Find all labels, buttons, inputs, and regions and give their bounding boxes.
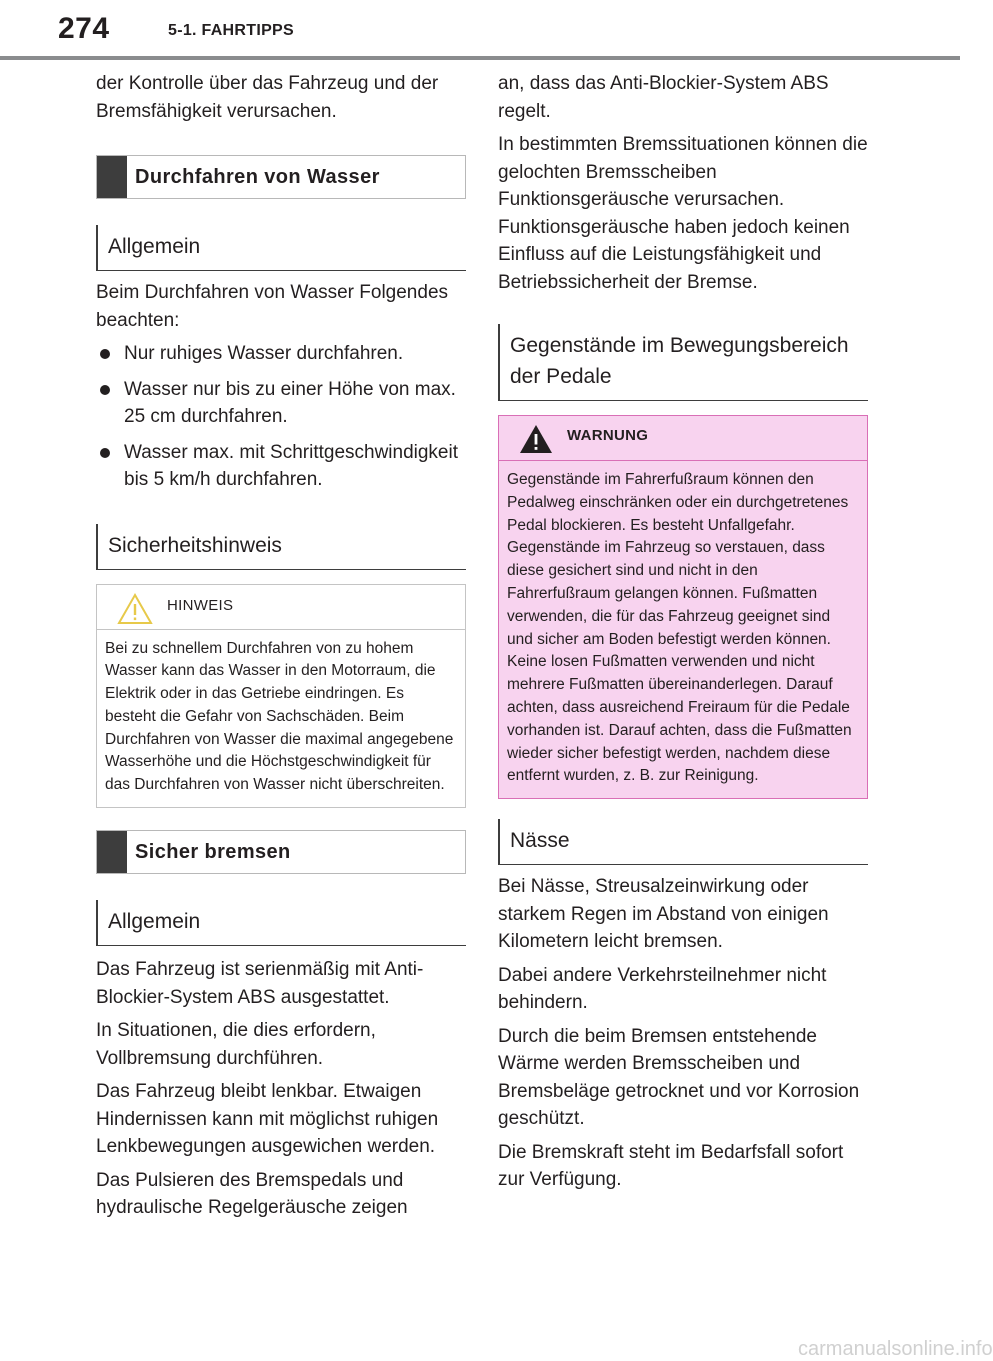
heading-text: Durchfahren von Wasser bbox=[135, 165, 380, 188]
paragraph-pulsieren: Das Pulsieren des Bremspedals und hydraulische Regelgeräusche zeigen bbox=[96, 1169, 408, 1219]
warnung-text: Gegenstände im Fahrerfußraum können den Pedalweg einschränken oder ein durchgetretenes Pedal blockieren. Es besteht Unfallgefahr. Gegenstände im Fahrzeug so verstauen, dass diese gesichert sind und nicht in den Fahrerfußraum gelangen können. Fußmatten verwenden, die für das Fahrzeug geeignet sind und sicher am Boden befestigt werden können. Keine losen Fußmatten verwenden und nicht mehrere Fußmatten übereinanderlegen. Darauf achten, dass ausreichend Freiraum für die Pedale vorhanden ist. Darauf achten, dass die Fußmatten wieder sicher befestigt werden, nachdem diese entfernt wurden, z. B. zur Reinigung. bbox=[507, 471, 852, 785]
header-rule bbox=[0, 56, 960, 60]
hinweis-header bbox=[97, 585, 465, 630]
bullet-dot bbox=[100, 448, 110, 458]
caution-icon bbox=[117, 593, 153, 625]
subheading-gegenstaende: Gegenstände im Bewegungsbereich der Pedale bbox=[498, 324, 868, 401]
page-number: 274 bbox=[58, 12, 110, 45]
paragraph-verkehr: Dabei andere Verkehrsteilnehmer nicht behindern. bbox=[498, 964, 827, 1014]
paragraph-abs-regelt: an, dass das Anti-Blockier-System ABS regelt. bbox=[498, 73, 829, 122]
paragraph-bremskraft: Die Bremskraft steht im Bedarfsfall sofort zur Verfügung. bbox=[498, 1141, 844, 1191]
warnung-box bbox=[498, 415, 868, 799]
subheading-allgemein-2: Allgemein bbox=[96, 900, 466, 946]
heading-text: Sicher bremsen bbox=[135, 840, 291, 863]
paragraph-lenkbar: Das Fahrzeug bleibt lenkbar. Etwaigen Hindernissen kann mit möglichst ruhigen Lenkbewegungen ausgewichen werden. bbox=[96, 1081, 439, 1158]
subheading-sicherheitshinweis: Sicherheitshinweis bbox=[96, 524, 466, 570]
list-item: Nur ruhiges Wasser durchfahren. bbox=[96, 340, 466, 368]
paragraph-abs: Das Fahrzeug ist serienmäßig mit Anti-Blockier-System ABS ausgestattet. bbox=[96, 959, 424, 1008]
heading-marker bbox=[97, 831, 127, 873]
paragraph-waerme: Durch die beim Bremsen entstehende Wärme werden Bremsscheiben und Bremsbeläge getrocknet und vor Korrosion geschützt. bbox=[498, 1025, 860, 1130]
warnung-label: WARNUNG bbox=[567, 427, 649, 444]
list-item: Wasser nur bis zu einer Höhe von max. 25 cm durchfahren. bbox=[96, 376, 466, 431]
paragraph-beim-durchfahren: Beim Durchfahren von Wasser Folgendes beachten: bbox=[96, 282, 449, 331]
section-title: 5-1. FAHRTIPPS bbox=[168, 22, 295, 39]
left-column bbox=[96, 70, 466, 1222]
bullet-dot bbox=[100, 349, 110, 359]
paragraph-bremsscheiben: In bestimmten Bremssituationen können die gelochten Bremsscheiben Funktionsgeräusche verursachen. Funktionsgeräusche haben jedoch keinen Einfluss auf die Leistungsfähigkeit und Betriebssicherheit der Bremse. bbox=[498, 134, 868, 293]
subheading-allgemein-1: Allgemein bbox=[96, 225, 466, 271]
heading-durchfahren-wasser bbox=[96, 155, 466, 199]
intro-paragraph: der Kontrolle über das Fahrzeug und der Bremsfähigkeit verursachen. bbox=[96, 73, 439, 122]
hinweis-label: HINWEIS bbox=[167, 596, 234, 614]
watermark: carmanualsonline.info bbox=[798, 1338, 993, 1360]
right-column bbox=[498, 70, 868, 1200]
list-item: Wasser max. mit Schrittgeschwindigkeit bis 5 km/h durchfahren. bbox=[96, 439, 466, 494]
heading-marker bbox=[97, 156, 127, 198]
bullet-dot bbox=[100, 385, 110, 395]
hinweis-box bbox=[96, 584, 466, 809]
warnung-header bbox=[499, 416, 867, 461]
bullet-list bbox=[96, 340, 466, 494]
hinweis-text: Bei zu schnellem Durchfahren von zu hohem Wasser kann das Wasser in den Motorraum, die Elektrik oder in das Getriebe eindringen. Es besteht die Gefahr von Sachschäden. Beim Durchfahren von Wasser die maximal angegebene Wasserhöhe und die Höchstgeschwindigkeit für das Durchfahren von Wasser nicht überschreiten. bbox=[105, 639, 454, 794]
warning-icon bbox=[519, 424, 553, 454]
subheading-naesse: Nässe bbox=[498, 819, 868, 865]
paragraph-vollbremsung: In Situationen, die dies erfordern, Vollbremsung durchführen. bbox=[96, 1020, 376, 1069]
paragraph-naesse: Bei Nässe, Streusalzeinwirkung oder starkem Regen im Abstand von einigen Kilometern leicht bremsen. bbox=[498, 876, 829, 953]
heading-sicher-bremsen bbox=[96, 830, 466, 874]
